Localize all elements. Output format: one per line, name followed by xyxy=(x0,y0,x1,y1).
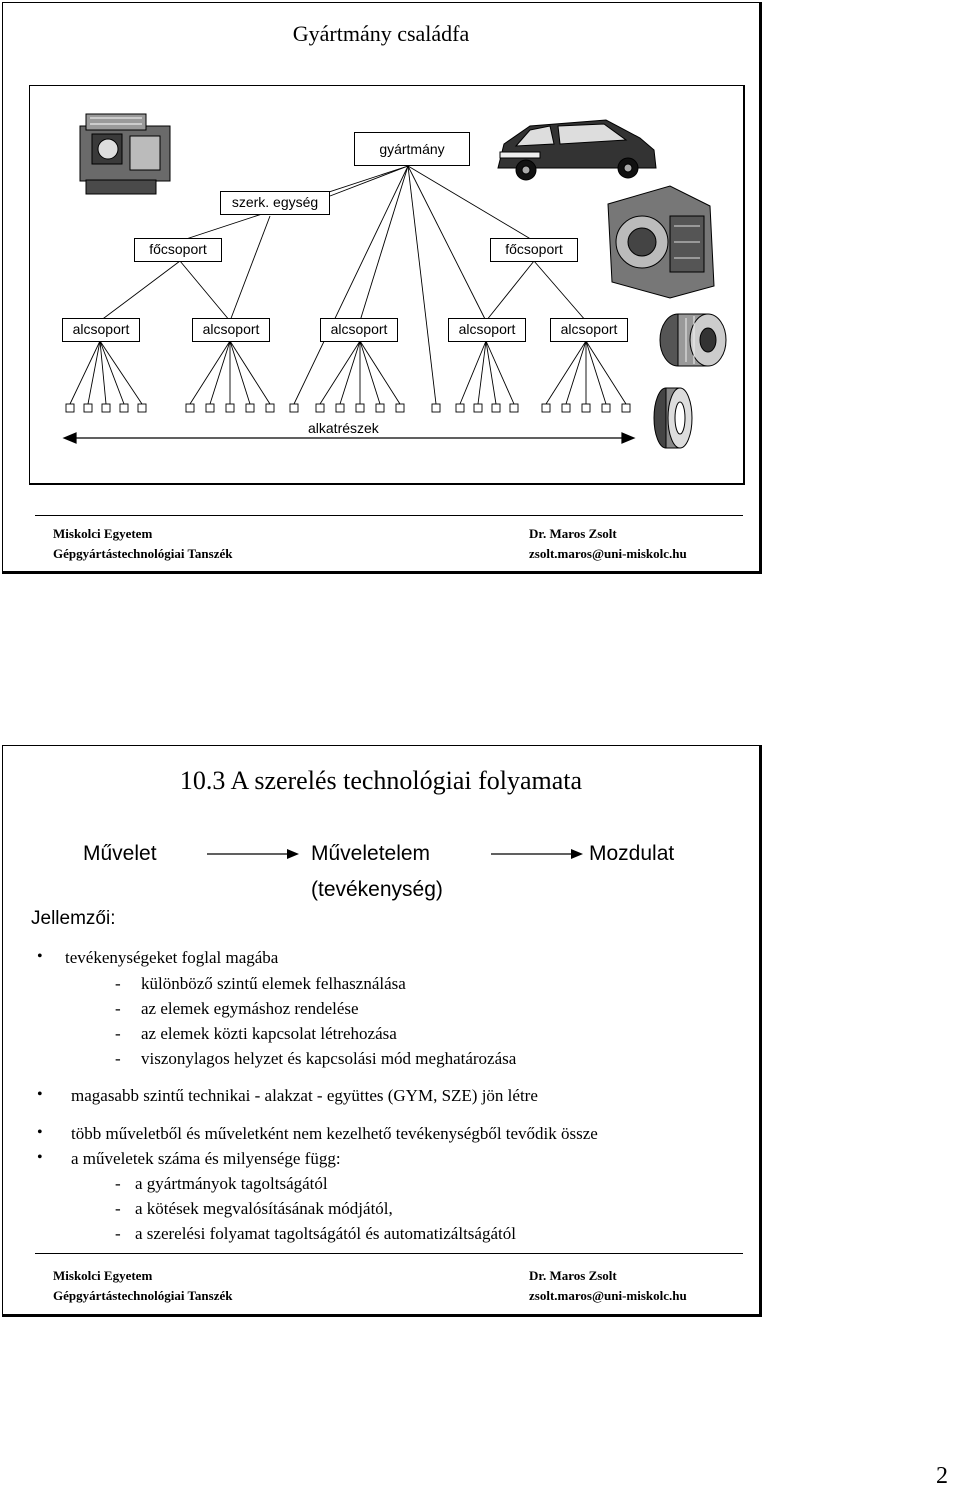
slide1-footer-university: Miskolci Egyetem xyxy=(53,526,153,541)
sub-1-1: különböző szintű elemek felhasználása xyxy=(141,974,406,993)
slide1-footer-email: zsolt.maros@uni-miskolc.hu xyxy=(529,546,687,561)
sub-1-2: az elemek egymáshoz rendelése xyxy=(141,999,359,1018)
characteristics-label: Jellemzői: xyxy=(31,908,116,929)
slide1-footer-department: Gépgyártástechnológiai Tanszék xyxy=(53,546,233,561)
sub-4-3: a szerelési folyamat tagoltságától és automatizáltságától xyxy=(135,1224,516,1243)
flow-activity: (tevékenység) xyxy=(311,878,443,901)
bullet-3-text: több műveletből és műveletként nem kezelhető tevékenységből tevődik össze xyxy=(71,1124,598,1143)
bullet-1-text: tevékenységeket foglal magába xyxy=(65,948,279,967)
sub-4-2: a kötések megvalósításának módjától, xyxy=(135,1199,393,1218)
unit-box: szerk. egység xyxy=(220,191,330,215)
flow-arrow-2 xyxy=(487,846,587,862)
slide2-title: 10.3 A szerelés technológiai folyamata xyxy=(179,766,583,795)
car-illustration xyxy=(498,120,656,180)
sub-1-3-dash: - xyxy=(115,1024,121,1043)
sub-4-3-dash: - xyxy=(115,1224,121,1243)
slide-assembly-process xyxy=(2,745,762,1317)
slide1-footer-divider xyxy=(35,515,743,516)
page-number: 2 xyxy=(936,1463,948,1489)
sub-1-2-dash: - xyxy=(115,999,121,1018)
sub-4-1: a gyártmányok tagoltságától xyxy=(135,1174,328,1193)
flow-operation: Művelet xyxy=(83,842,157,865)
slide2-footer-divider xyxy=(35,1253,743,1254)
sub-4-2-dash: - xyxy=(115,1199,121,1218)
parts-label: alkatrészek xyxy=(308,420,379,436)
main-group-box-1: főcsoport xyxy=(134,238,222,262)
bullet-3-marker: • xyxy=(37,1124,43,1141)
sub-1-3: az elemek közti kapcsolat létrehozása xyxy=(141,1024,397,1043)
slide-family-tree xyxy=(2,2,762,574)
sub-1-4: viszonylagos helyzet és kapcsolási mód meghatározása xyxy=(141,1049,517,1068)
flow-movement: Mozdulat xyxy=(589,842,675,865)
clutch-illustration xyxy=(660,314,726,366)
sub-1-1-dash: - xyxy=(115,974,121,993)
flow-operation-element: Műveletelem xyxy=(311,842,431,865)
sub-group-box-1: alcsoport xyxy=(62,318,140,342)
sub-group-box-5: alcsoport xyxy=(550,318,628,342)
bullet-1-marker: • xyxy=(37,948,43,965)
family-tree-diagram xyxy=(29,85,745,485)
slide2-footer-author: Dr. Maros Zsolt xyxy=(529,1268,617,1283)
ring-illustration xyxy=(654,388,692,448)
sub-group-box-2: alcsoport xyxy=(192,318,270,342)
main-group-box-2: főcsoport xyxy=(490,238,578,262)
bullet-4-text: a műveletek száma és milyensége függ: xyxy=(71,1149,341,1168)
flow-arrow-1 xyxy=(203,846,303,862)
slide1-title: Gyártmány családfa xyxy=(292,21,470,46)
slide2-footer-department: Gépgyártástechnológiai Tanszék xyxy=(53,1288,233,1303)
top-product-box: gyártmány xyxy=(354,132,470,166)
gearbox-illustration xyxy=(608,186,714,298)
bullet-4-marker: • xyxy=(37,1149,43,1166)
engine-illustration xyxy=(80,114,170,194)
slide2-footer-university: Miskolci Egyetem xyxy=(53,1268,153,1283)
part-boxes xyxy=(66,404,630,412)
sub-1-4-dash: - xyxy=(115,1049,121,1068)
sub-4-1-dash: - xyxy=(115,1174,121,1193)
bullet-2-text: magasabb szintű technikai - alakzat - együttes (GYM, SZE) jön létre xyxy=(71,1086,538,1105)
sub-group-box-4: alcsoport xyxy=(448,318,526,342)
slide2-footer-email: zsolt.maros@uni-miskolc.hu xyxy=(529,1288,687,1303)
sub-group-box-3: alcsoport xyxy=(320,318,398,342)
slide1-footer-author: Dr. Maros Zsolt xyxy=(529,526,617,541)
bullet-2-marker: • xyxy=(37,1086,43,1103)
